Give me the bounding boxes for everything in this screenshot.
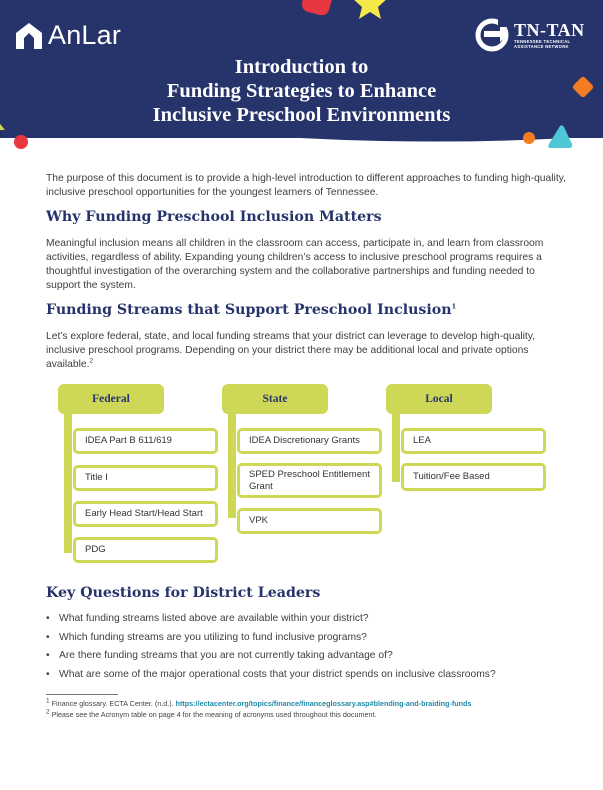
local-item: Tuition/Fee Based [401,463,546,491]
section-heading-why-inclusion: Why Funding Preschool Inclusion Matters [46,209,382,225]
list-item: • Are there funding streams that you are not currently taking advantage of? [46,649,566,668]
federal-header: Federal [58,384,164,414]
section-body-why-inclusion: Meaningful inclusion means all children in the classroom can access, participate in, and learn from classroom activities, regardless of ability. Expanding young children’s access to inclusive preschool programs requires a thoughtful investigation of the overarching system and the collaborative partnerships and funding needed to support the system. [46,238,544,291]
footnote-ref-1: 1 [451,302,457,311]
federal-item: IDEA Part B 611/619 [73,428,218,454]
anlar-logo [14,20,121,51]
footnote-2-number: 2 [46,708,50,716]
footnote-ref-2: 2 [89,357,94,365]
funding-body-text: Let’s explore federal, state, and local funding streams that your district can leverage to develop high-quality, inclusive preschool programs. Depending on your district there may be additional local and private options available. [46,331,536,370]
footnote-1 [46,699,471,708]
tntan-logo-subtext-2: ASSISTANCE NETWORK [514,44,569,49]
header-wave [0,130,603,160]
state-item: IDEA Discretionary Grants [237,428,382,454]
local-item: LEA [401,428,546,454]
red-dot-shape [13,134,29,150]
list-item: • What funding streams listed above are available within your district? [46,612,566,631]
anlar-logo-mark-icon [14,21,44,51]
state-header: State [222,384,328,414]
local-stem [392,410,400,482]
tntan-logo [474,17,585,53]
page-header [0,0,603,138]
state-item: SPED Preschool Entitlement Grant [237,463,382,498]
title-line-2: Funding Strategies to Enhance [166,80,437,102]
federal-stem [64,410,72,553]
footnote-2-text: Please see the Acronym table on page 4 for the meaning of acronyms used throughout this document. [51,710,377,719]
key-questions-list [46,612,566,686]
federal-item: Title I [73,465,218,491]
footnote-1-text: Finance glossary. ECTA Center. (n.d.). [51,699,174,708]
state-item: VPK [237,508,382,534]
tntan-logo-text: TN-TAN [514,20,585,40]
list-item: • What are some of the major operational costs that your district spends on inclusive classrooms? [46,668,566,687]
yellow-star-shape [350,0,390,20]
state-stem [228,410,236,518]
page-title [0,55,603,127]
footnote-divider [46,694,118,695]
red-blob-shape [300,0,334,16]
intro-paragraph: The purpose of this document is to provide a high-level introduction to different approaches to funding high-quality, inclusive preschool opportunities for the youngest learners of Tennessee. [46,173,566,198]
orange-dot-shape [522,131,536,145]
section-heading-funding-streams [46,302,566,318]
footnote-1-number: 1 [46,697,50,705]
local-header: Local [386,384,492,414]
list-item: • Which funding streams are you utilizing to fund inclusive programs? [46,631,566,650]
footnote-1-link[interactable]: https://ectacenter.org/topics/finance/financeglossary.asp#blending-and-braiding-funds [175,699,472,708]
tntan-circle-arrow-icon [474,17,510,53]
funding-heading-text: Funding Streams that Support Preschool Inclusion [46,302,452,318]
anlar-logo-text: AnLar [48,20,122,50]
section-heading-key-questions: Key Questions for District Leaders [46,585,321,601]
title-line-3: Inclusive Preschool Environments [152,104,451,126]
footnote-2 [46,710,376,719]
teal-triangle-shape [546,124,574,150]
tntan-logo-subtext-1: TENNESSEE TECHNICAL [514,39,571,44]
orange-diamond-shape [570,74,596,100]
section-body-funding-streams [46,330,566,372]
title-line-1: Introduction to [234,56,369,78]
federal-item: Early Head Start/Head Start [73,501,218,527]
federal-item: PDG [73,537,218,563]
